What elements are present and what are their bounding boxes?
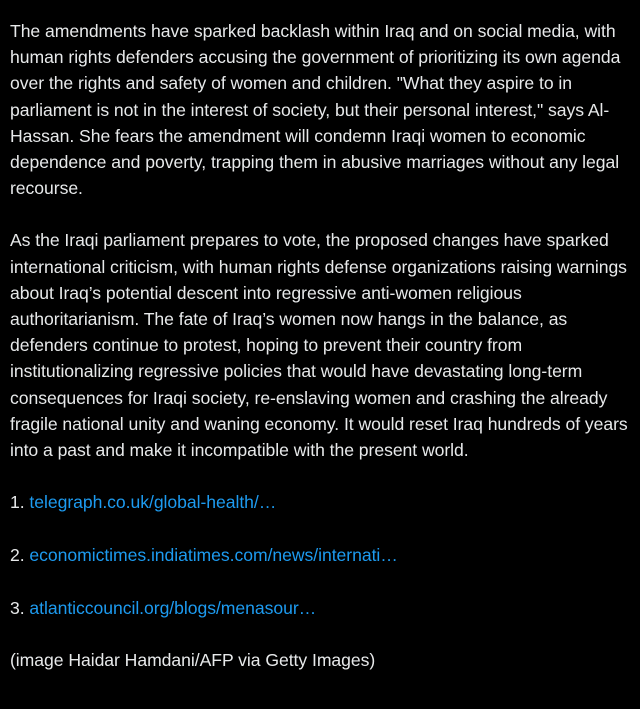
reference-item-1: [10, 489, 635, 515]
post-body: [10, 18, 635, 674]
post-paragraph-1: The amendments have sparked backlash within Iraq and on social media, with human rights defenders accusing the government of prioritizing its own agenda over the rights and safety of women and children. "What they aspire to in parliament is not in the interest of society, but their personal interest," says Al-Hassan. She fears the amendment will condemn Iraqi women to economic dependence and poverty, trapping them in abusive marriages without any legal recourse.: [10, 21, 621, 199]
reference-number: 3.: [10, 597, 25, 618]
reference-link-economictimes[interactable]: economictimes.indiatimes.com/news/internati…: [29, 544, 398, 565]
reference-number: 1.: [10, 492, 25, 513]
reference-link-atlanticcouncil[interactable]: atlanticcouncil.org/blogs/menasour…: [29, 597, 317, 618]
reference-item-3: [10, 595, 635, 621]
reference-link-telegraph[interactable]: telegraph.co.uk/global-health/…: [29, 492, 277, 513]
reference-number: 2.: [10, 544, 25, 565]
reference-item-2: [10, 542, 635, 568]
post-paragraph-2: As the Iraqi parliament prepares to vote, the proposed changes have sparked international criticism, with human rights defense organizations raising warnings about Iraq’s potential descent into regressive anti-women religious authoritarianism. The fate of Iraq’s women now hangs in the balance, as defenders continue to protest, hoping to prevent their country from institutionalizing regressive policies that would have devastating long-term consequences for Iraqi society, re-enslaving women and crashing the already fragile national unity and waning economy. It would reset Iraq hundreds of years into a past and make it incompatible with the present world.: [10, 230, 628, 461]
image-caption: (image Haidar Hamdani/AFP via Getty Images): [10, 650, 376, 671]
